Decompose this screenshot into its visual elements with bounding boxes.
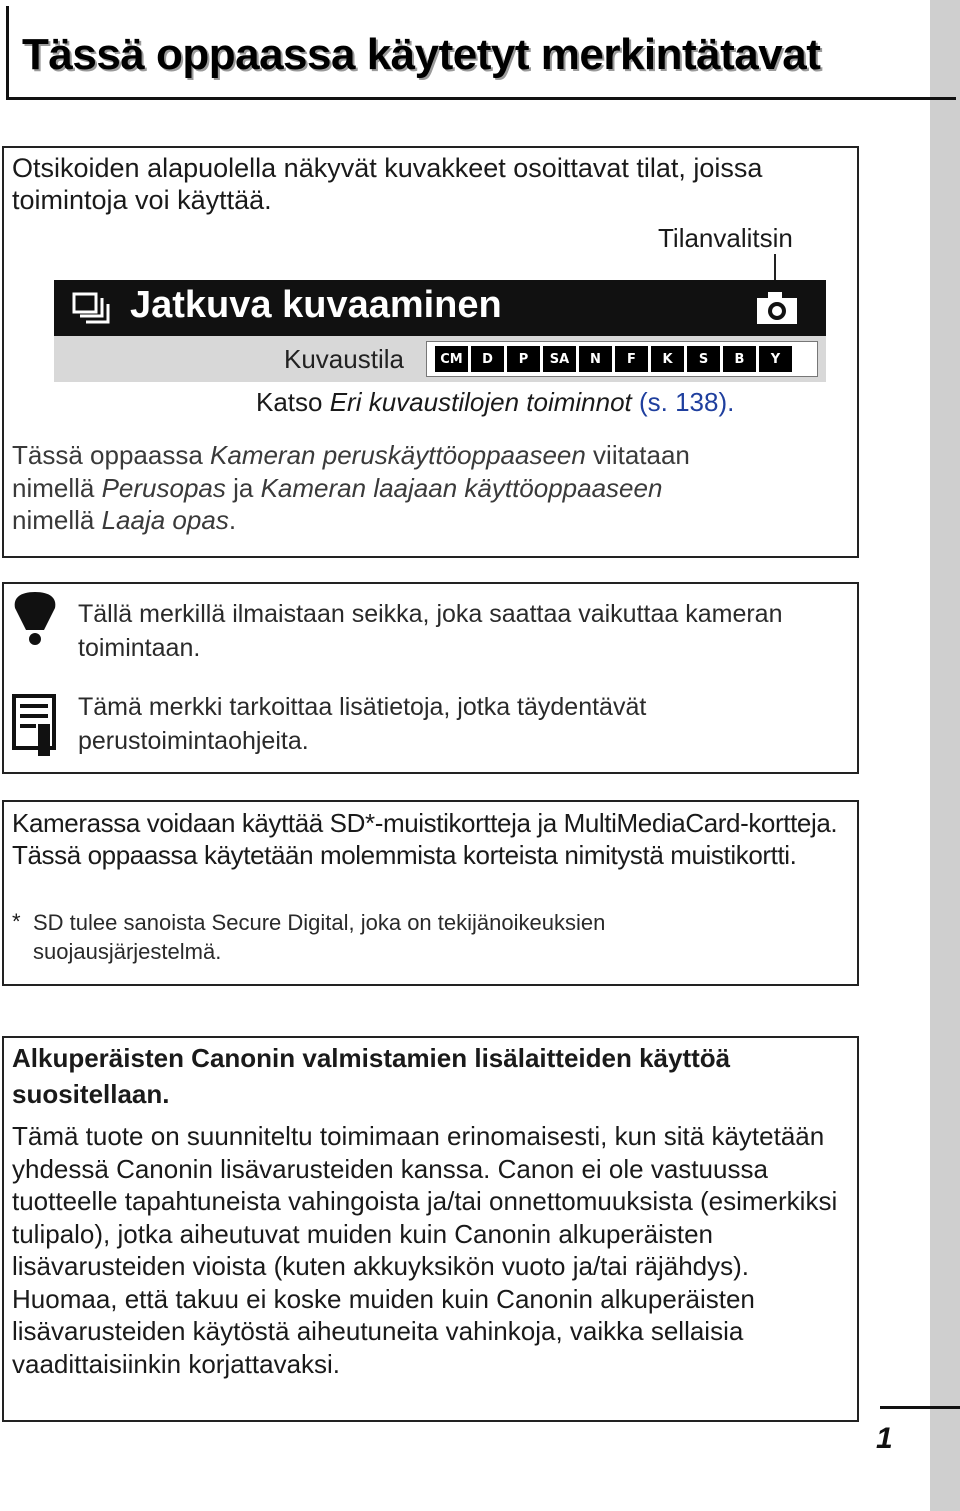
portrait-icon: P bbox=[507, 346, 540, 372]
mode-icons bbox=[426, 341, 818, 377]
ref-text: ja bbox=[225, 473, 261, 503]
mode-label: Kuvaustila bbox=[284, 344, 404, 374]
camera-icon bbox=[756, 291, 798, 325]
see-also-title: Eri kuvaustilojen toiminnot bbox=[329, 387, 632, 417]
digital-macro-icon: D bbox=[471, 346, 504, 372]
continuous-shooting-icon bbox=[72, 292, 112, 326]
ref-text: viitataan bbox=[585, 440, 690, 470]
manual-mode-icon: CM bbox=[435, 346, 468, 372]
color-swap-icon: Y bbox=[759, 346, 792, 372]
sd-main-text: Kamerassa voidaan käyttää SD*-muistikortteja ja MultiMediaCard-kortteja. Tässä oppaassa käytetään molemmista korteista nimitystä muistikortti. bbox=[12, 808, 838, 870]
snow-icon: S bbox=[687, 346, 720, 372]
mode-dial-label: Tilanvalitsin bbox=[658, 223, 793, 253]
ref-italic: Kameran laajaan käyttöoppaaseen bbox=[260, 473, 663, 503]
example-mode-row bbox=[54, 336, 826, 382]
ref-italic: Perusopas bbox=[101, 473, 226, 503]
accessories-body: Tämä tuote on suunniteltu toimimaan erinomaisesti, kun sitä käytetään yhdessä Canonin lisävarusteiden kanssa. Canon ei ole vastuussa tuotteelle tapahtuneista vahingoista ja/tai onnettomuuksista (esimerkiksi tulipalo), jotka aiheutuvat muiden kuin Canonin alkuperäisten lisävarusteiden vioista (kuten akkuyksikön vuoto ja/tai räjähdys). Huomaa, että takuu ei koske muiden kuin Canonin alkuperäisten lisävarusteiden käytöstä aiheutuneita vahinkoja, vaikka sellaisia vaadittaisiinkin korjattavaksi. bbox=[12, 1121, 838, 1379]
reference-line-3 bbox=[12, 504, 236, 536]
foliage-icon: K bbox=[651, 346, 684, 372]
footnote-marker: * bbox=[12, 909, 21, 934]
info-text: Tämä merkki tarkoittaa lisätietoja, jotka täydentävät perustoimintaohjeita. bbox=[78, 693, 647, 755]
beach-icon: B bbox=[723, 346, 756, 372]
stitch-assist-icon: SA bbox=[543, 346, 576, 372]
example-title: Jatkuva kuvaaminen bbox=[130, 284, 502, 326]
side-strip bbox=[930, 0, 960, 1511]
accessories-heading: Alkuperäisten Canonin valmistamien lisälaitteiden käyttöä suositellaan. bbox=[12, 1043, 731, 1109]
ref-italic: Kameran peruskäyttöoppaaseen bbox=[210, 440, 586, 470]
night-snapshot-icon: N bbox=[579, 346, 612, 372]
caution-icon bbox=[10, 590, 60, 646]
caution-text: Tällä merkillä ilmaistaan seikka, joka saattaa vaikuttaa kameran toimintaan. bbox=[78, 600, 783, 662]
see-also-prefix: Katso bbox=[256, 387, 330, 417]
sd-footnote: SD tulee sanoista Secure Digital, joka on tekijänoikeuksien suojausjärjestelmä. bbox=[33, 910, 606, 964]
ref-italic: Laaja opas bbox=[101, 505, 229, 535]
see-also-page-link[interactable]: (s. 138). bbox=[631, 387, 735, 417]
memo-icon bbox=[12, 694, 58, 758]
ref-text: Tässä oppaassa bbox=[12, 440, 211, 470]
see-also-line bbox=[256, 386, 734, 418]
page-title: Tässä oppaassa käytetyt merkintätavat bbox=[22, 30, 821, 79]
page-number: 1 bbox=[876, 1422, 893, 1455]
fireworks-icon: F bbox=[615, 346, 648, 372]
ref-text: . bbox=[228, 505, 237, 535]
ref-text: nimellä bbox=[12, 505, 102, 535]
intro-text: Otsikoiden alapuolella näkyvät kuvakkeet osoittavat tilat, joissa toimintoja voi käyttää. bbox=[12, 153, 763, 215]
reference-line-1 bbox=[12, 439, 690, 471]
ref-text: nimellä bbox=[12, 473, 102, 503]
reference-line-2 bbox=[12, 472, 662, 504]
example-heading-bar bbox=[54, 280, 826, 336]
page-number-rule bbox=[880, 1406, 960, 1409]
